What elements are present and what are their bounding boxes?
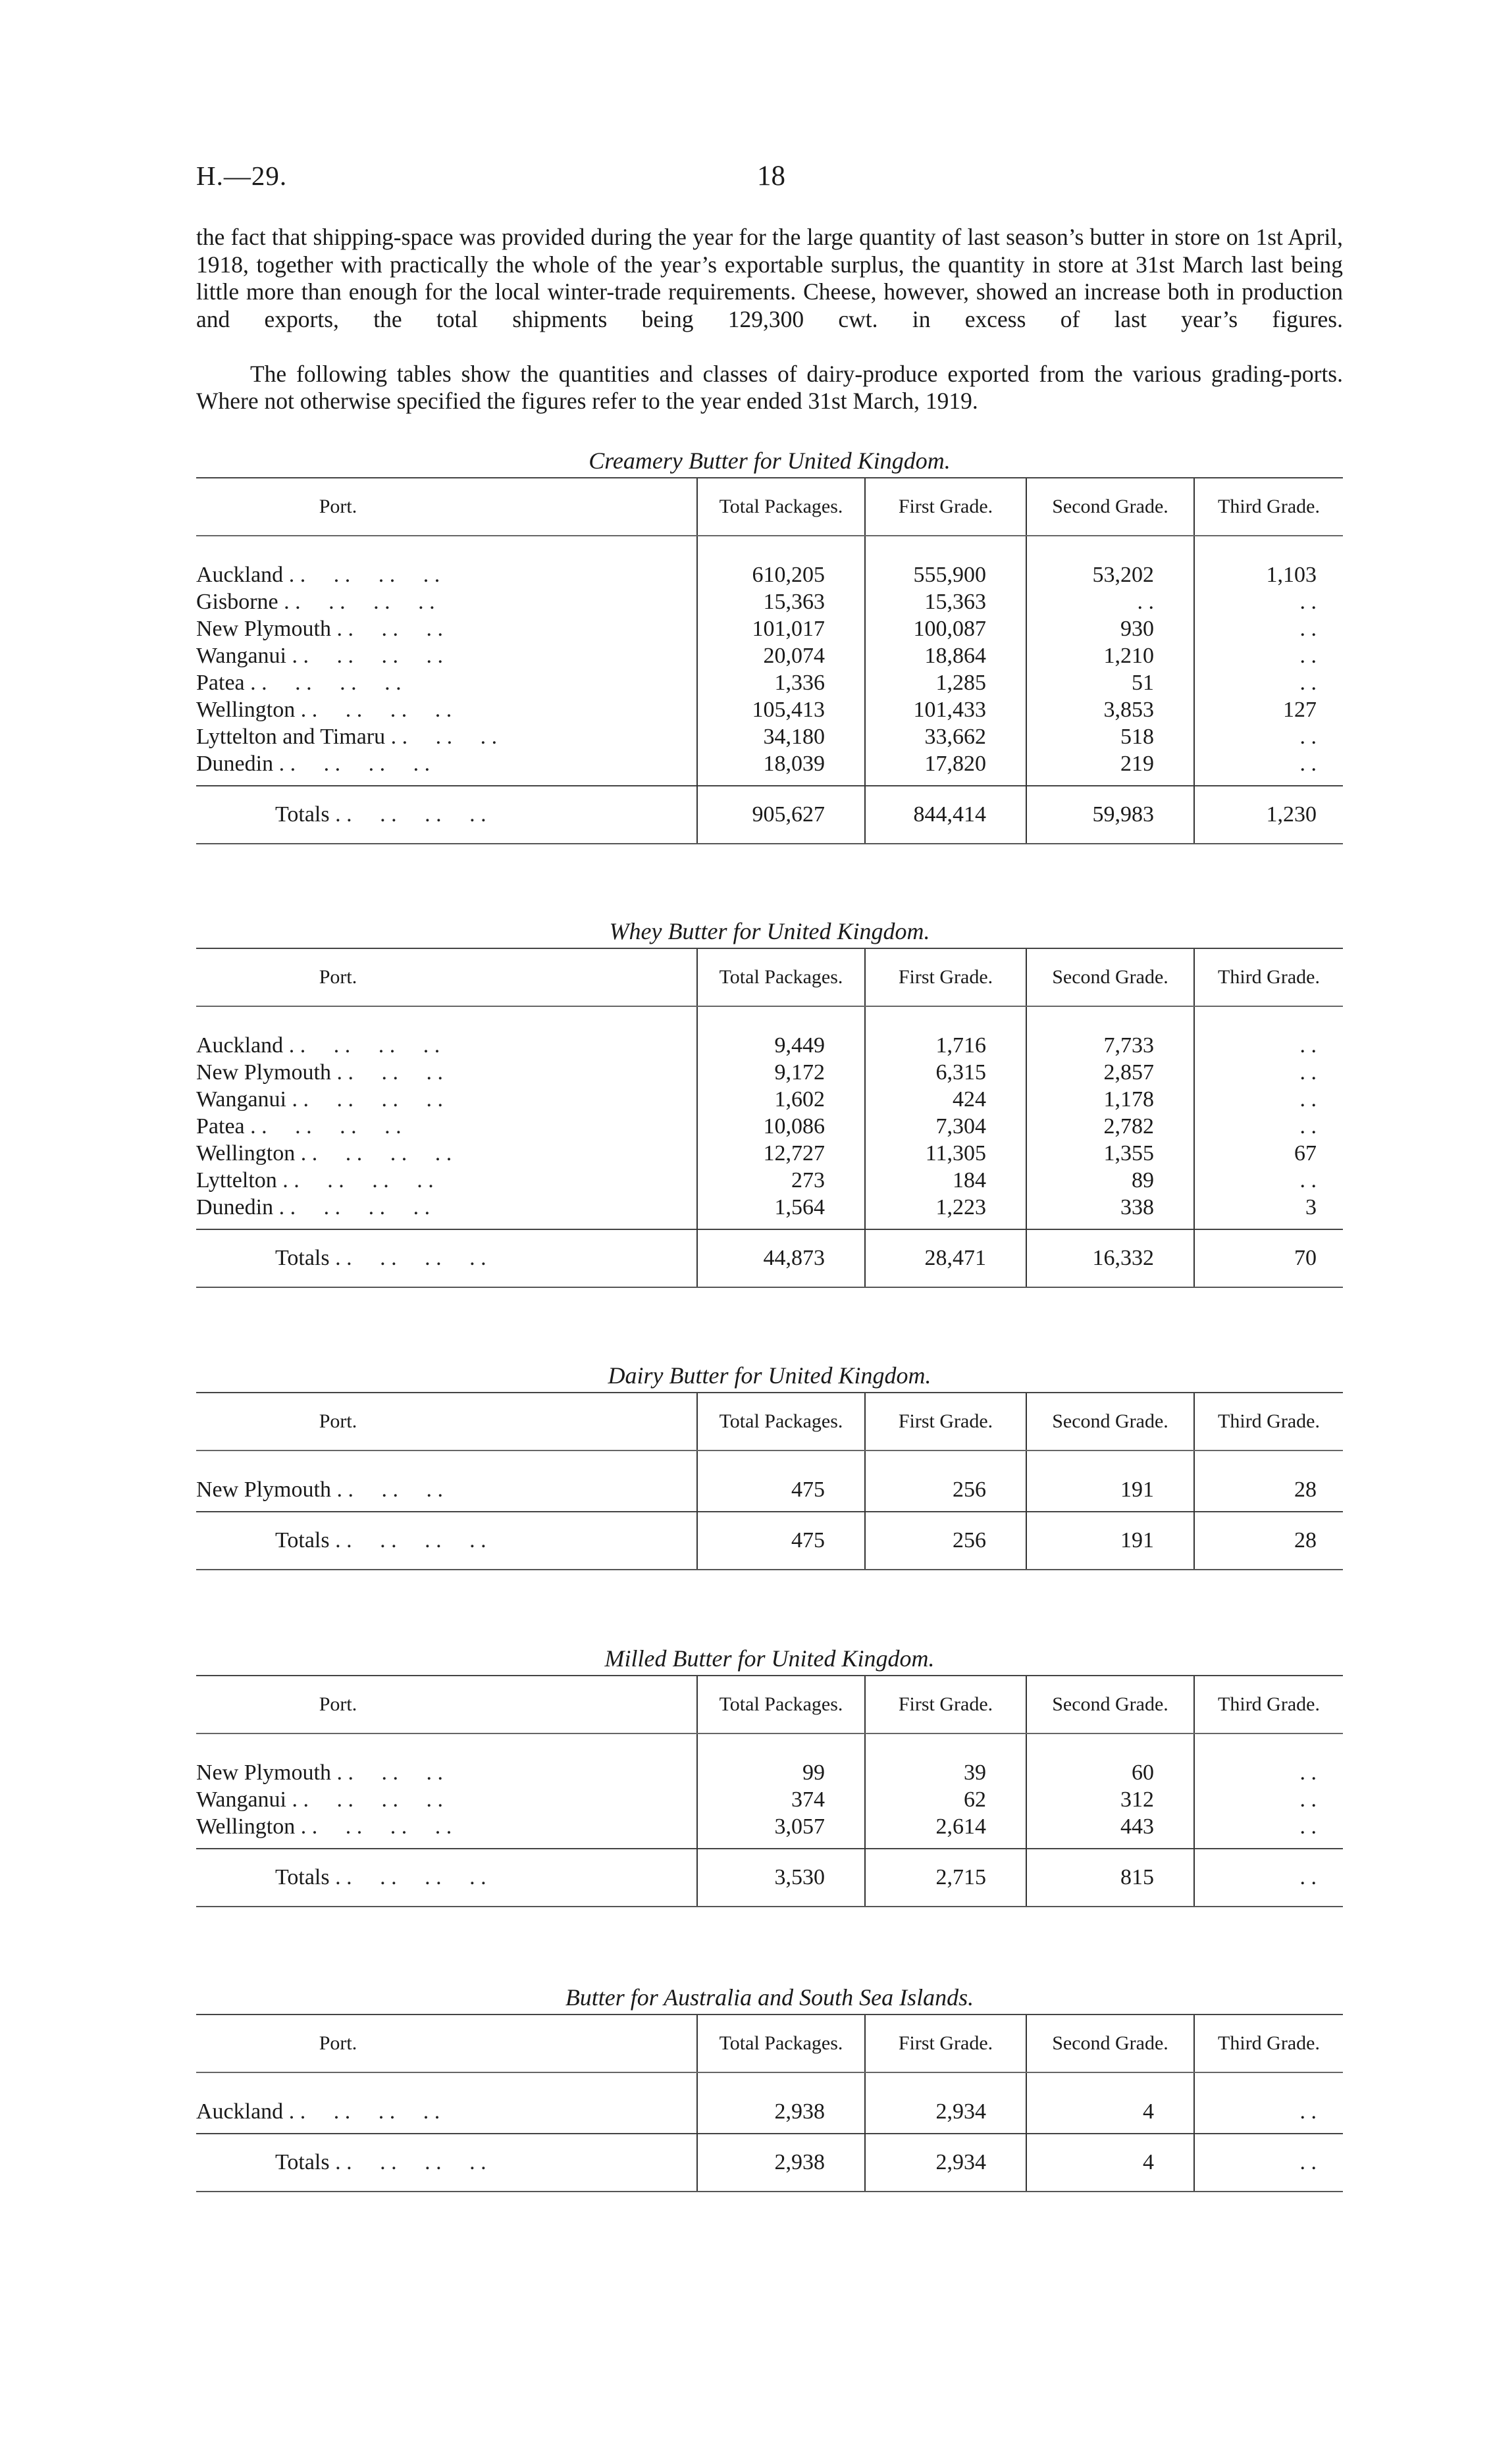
cell-second: 338 [1026,1194,1194,1229]
table-row [196,1194,1343,1229]
port-name: Wellington [196,1141,296,1166]
port-name: Gisborne [196,590,278,614]
totals-row [196,1849,1343,1907]
table-row [196,1059,1343,1086]
cell-first: 100,087 [865,615,1026,642]
table-title: Milled Butter for United Kingdom. [604,1645,935,1672]
intro-paragraph-2: The following tables show the quantities and classes of dairy-produce exported from the various grading-ports. Where not otherwise specified the figures refer to the year ended 31st March, 1919. [196,360,1343,414]
cell-third: . . [1194,1167,1343,1194]
column-header-third-grade: Third Grade. [1194,948,1343,1006]
page-header [196,160,1342,199]
document-code: H.—29. [196,161,288,191]
cell-total: 15,363 [697,588,865,615]
totals-label-cell [196,1512,697,1570]
cell-second: . . [1026,588,1194,615]
cell-total: 12,727 [697,1140,865,1167]
dot-leader: . . . . . . . . [335,1528,486,1553]
column-header-second-grade: Second Grade. [1026,1393,1194,1450]
cell-total: 9,172 [697,1059,865,1086]
cell-first: 424 [865,1086,1026,1113]
table-row [196,750,1343,786]
totals-label-cell [196,786,697,844]
cell-second: 4 [1026,2072,1194,2134]
cell-third: . . [1194,1786,1343,1813]
table-block-dairy-butter [196,1359,1343,1570]
port-cell [196,696,697,723]
port-name: New Plymouth [196,1760,331,1785]
dot-leader: . . . . . . . . [250,1114,402,1139]
column-header-third-grade: Third Grade. [1194,2015,1343,2072]
column-header-third-grade: Third Grade. [1194,1393,1343,1450]
cell-third: . . [1194,1813,1343,1849]
cell-second: 312 [1026,1786,1194,1813]
table-block-milled-butter [196,1642,1343,1907]
cell-total: 475 [697,1450,865,1512]
cell-total: 905,627 [697,786,865,844]
totals-label-cell [196,2134,697,2192]
cell-first: 2,715 [865,1849,1026,1907]
dot-leader: . . . . . . [336,1760,443,1785]
cell-third: . . [1194,615,1343,642]
cell-total: 105,413 [697,696,865,723]
table-row [196,1813,1343,1849]
cell-first: 256 [865,1450,1026,1512]
cell-second: 1,355 [1026,1140,1194,1167]
cell-first: 844,414 [865,786,1026,844]
cell-first: 6,315 [865,1059,1026,1086]
dot-leader: . . . . . . . . [335,1246,486,1270]
dot-leader: . . . . . . . . [300,1141,452,1166]
dot-leader: . . . . . . [336,1477,443,1502]
table-row [196,642,1343,669]
cell-third: . . [1194,2072,1343,2134]
table-row [196,1733,1343,1786]
cell-first: 184 [865,1167,1026,1194]
cell-third: 70 [1194,1229,1343,1287]
table-row [196,1086,1343,1113]
cell-total: 1,564 [697,1194,865,1229]
cell-second: 7,733 [1026,1006,1194,1059]
cell-total: 1,602 [697,1086,865,1113]
cell-third: 67 [1194,1140,1343,1167]
cell-first: 555,900 [865,536,1026,588]
cell-second: 219 [1026,750,1194,786]
port-name: Wanganui [196,1787,286,1812]
totals-label-cell [196,1229,697,1287]
intro-paragraph-1: the fact that shipping-space was provided during the year for the large quantity of last season’s butter in store on 1st April, 1918, together with practically the whole of the year’s exportable surplus, the quantity in store at 31st March last being little more than enough for the local winter-trade requirements. Cheese, however, showed an increase both in production and exports, the total shipments being 129,300 cwt. in excess of last year’s figures. [196,224,1343,332]
cell-first: 1,223 [865,1194,1026,1229]
port-name: Lyttelton and Timaru [196,725,386,749]
table-row [196,615,1343,642]
dot-leader: . . . . . . . . [335,1865,486,1889]
port-name: Wanganui [196,644,286,668]
port-cell [196,1113,697,1140]
cell-total: 2,938 [697,2072,865,2134]
cell-third: . . [1194,1113,1343,1140]
column-header-total-packages: Total Packages. [697,1393,865,1450]
port-name: New Plymouth [196,617,331,641]
cell-second: 191 [1026,1512,1194,1570]
column-header-first-grade: First Grade. [865,948,1026,1006]
cell-third: . . [1194,1086,1343,1113]
totals-row [196,786,1343,844]
table-title: Butter for Australia and South Sea Islands. [565,1984,974,2011]
cell-second: 2,857 [1026,1059,1194,1086]
column-header-second-grade: Second Grade. [1026,2015,1194,2072]
cell-second: 191 [1026,1450,1194,1512]
port-cell [196,723,697,750]
totals-row [196,1229,1343,1287]
port-name: Wellington [196,698,296,722]
column-header-first-grade: First Grade. [865,2015,1026,2072]
port-cell [196,588,697,615]
port-cell [196,1167,697,1194]
cell-total: 3,057 [697,1813,865,1849]
cell-total: 44,873 [697,1229,865,1287]
port-cell [196,642,697,669]
cell-third: . . [1194,588,1343,615]
cell-total: 3,530 [697,1849,865,1907]
column-header-third-grade: Third Grade. [1194,1676,1343,1733]
data-table [196,1392,1343,1570]
cell-third: 28 [1194,1512,1343,1570]
cell-third: . . [1194,1849,1343,1907]
column-header-first-grade: First Grade. [865,478,1026,536]
column-header-total-packages: Total Packages. [697,2015,865,2072]
table-row [196,1167,1343,1194]
dot-leader: . . . . . . [336,1060,443,1085]
table-block-creamery-butter [196,444,1343,844]
cell-total: 475 [697,1512,865,1570]
port-cell [196,536,697,588]
cell-first: 11,305 [865,1140,1026,1167]
cell-third: 1,230 [1194,786,1343,844]
cell-second: 1,210 [1026,642,1194,669]
table-row [196,1450,1343,1512]
dot-leader: . . . . . . . . [292,1787,443,1812]
column-header-second-grade: Second Grade. [1026,948,1194,1006]
dot-leader: . . . . . . . . [335,802,486,827]
port-name: New Plymouth [196,1060,331,1085]
table-row [196,669,1343,696]
port-name: New Plymouth [196,1477,331,1502]
dot-leader: . . . . . . . . [288,2099,440,2124]
totals-label: Totals [275,802,330,827]
table-row [196,1006,1343,1059]
cell-third: 1,103 [1194,536,1343,588]
column-header-port: Port. [196,2015,697,2072]
cell-first: 2,934 [865,2072,1026,2134]
cell-second: 518 [1026,723,1194,750]
cell-third: . . [1194,1059,1343,1086]
intro-text [196,224,1343,415]
cell-total: 10,086 [697,1113,865,1140]
dot-leader: . . . . . . . . [284,590,435,614]
port-cell [196,1733,697,1786]
cell-third: 28 [1194,1450,1343,1512]
column-header-port: Port. [196,1393,697,1450]
dot-leader: . . . . . . . . [278,752,431,776]
dot-leader: . . . . . . . . [300,698,452,722]
cell-first: 256 [865,1512,1026,1570]
cell-total: 18,039 [697,750,865,786]
cell-third: . . [1194,642,1343,669]
dot-leader: . . . . . . . . [300,1814,452,1839]
cell-third: . . [1194,1733,1343,1786]
port-name: Auckland [196,1033,284,1058]
data-table [196,1675,1343,1907]
cell-total: 374 [697,1786,865,1813]
table-row [196,696,1343,723]
cell-total: 101,017 [697,615,865,642]
data-table [196,948,1343,1288]
cell-first: 1,285 [865,669,1026,696]
cell-second: 51 [1026,669,1194,696]
port-name: Dunedin [196,752,274,776]
column-header-first-grade: First Grade. [865,1676,1026,1733]
cell-total: 20,074 [697,642,865,669]
port-cell [196,1450,697,1512]
table-row [196,1140,1343,1167]
cell-total: 9,449 [697,1006,865,1059]
table-title: Whey Butter for United Kingdom. [609,918,930,944]
cell-first: 17,820 [865,750,1026,786]
cell-first: 101,433 [865,696,1026,723]
table-block-butter [196,1981,1343,2192]
cell-third: . . [1194,723,1343,750]
dot-leader: . . . . . . . . [292,644,443,668]
column-header-port: Port. [196,948,697,1006]
column-header-first-grade: First Grade. [865,1393,1026,1450]
totals-label: Totals [275,1865,330,1889]
cell-total: 273 [697,1167,865,1194]
dot-leader: . . . . . . . . [250,671,402,695]
table-title: Dairy Butter for United Kingdom. [608,1362,931,1389]
port-cell [196,1813,697,1849]
cell-second: 60 [1026,1733,1194,1786]
column-header-third-grade: Third Grade. [1194,478,1343,536]
port-cell [196,1059,697,1086]
column-header-total-packages: Total Packages. [697,948,865,1006]
cell-total: 2,938 [697,2134,865,2192]
port-name: Patea [196,671,245,695]
cell-first: 15,363 [865,588,1026,615]
port-name: Wellington [196,1814,296,1839]
cell-first: 39 [865,1733,1026,1786]
table-row [196,1113,1343,1140]
table-row [196,536,1343,588]
cell-total: 34,180 [697,723,865,750]
table-title: Creamery Butter for United Kingdom. [589,448,951,474]
dot-leader: . . . . . . . . [288,1033,440,1058]
port-name: Lyttelton [196,1168,277,1193]
port-name: Patea [196,1114,245,1139]
data-table [196,2014,1343,2192]
port-cell [196,1086,697,1113]
port-cell [196,615,697,642]
column-header-port: Port. [196,478,697,536]
port-name: Auckland [196,563,284,587]
totals-row [196,1512,1343,1570]
dot-leader: . . . . . . . . [288,563,440,587]
page-number: 18 [757,161,785,192]
cell-first: 28,471 [865,1229,1026,1287]
port-name: Wanganui [196,1087,286,1112]
dot-leader: . . . . . . . . [278,1195,431,1219]
table-block-whey-butter [196,915,1343,1288]
port-cell [196,1006,697,1059]
cell-second: 815 [1026,1849,1194,1907]
dot-leader: . . . . . . [336,617,443,641]
cell-third: . . [1194,1006,1343,1059]
port-cell [196,669,697,696]
cell-first: 62 [865,1786,1026,1813]
cell-second: 16,332 [1026,1229,1194,1287]
port-cell [196,1194,697,1229]
port-cell [196,1786,697,1813]
cell-total: 610,205 [697,536,865,588]
column-header-total-packages: Total Packages. [697,478,865,536]
cell-total: 1,336 [697,669,865,696]
cell-first: 1,716 [865,1006,1026,1059]
cell-total: 99 [697,1733,865,1786]
cell-third: . . [1194,2134,1343,2192]
cell-first: 2,614 [865,1813,1026,1849]
dot-leader: . . . . . . [390,725,498,749]
table-row [196,1786,1343,1813]
port-name: Auckland [196,2099,284,2124]
totals-label: Totals [275,2150,330,2174]
port-name: Dunedin [196,1195,274,1219]
dot-leader: . . . . . . . . [292,1087,443,1112]
cell-first: 2,934 [865,2134,1026,2192]
cell-second: 443 [1026,1813,1194,1849]
table-row [196,588,1343,615]
cell-second: 3,853 [1026,696,1194,723]
port-cell [196,1140,697,1167]
cell-second: 930 [1026,615,1194,642]
column-header-second-grade: Second Grade. [1026,478,1194,536]
totals-label: Totals [275,1528,330,1553]
totals-label: Totals [275,1246,330,1270]
cell-third: . . [1194,669,1343,696]
column-header-second-grade: Second Grade. [1026,1676,1194,1733]
totals-row [196,2134,1343,2192]
cell-second: 89 [1026,1167,1194,1194]
cell-second: 4 [1026,2134,1194,2192]
cell-first: 18,864 [865,642,1026,669]
totals-label-cell [196,1849,697,1907]
column-header-total-packages: Total Packages. [697,1676,865,1733]
port-cell [196,2072,697,2134]
cell-third: 127 [1194,696,1343,723]
dot-leader: . . . . . . . . [335,2150,486,2174]
cell-first: 33,662 [865,723,1026,750]
column-header-port: Port. [196,1676,697,1733]
data-table [196,477,1343,844]
port-cell [196,750,697,786]
table-row [196,723,1343,750]
cell-second: 2,782 [1026,1113,1194,1140]
cell-third: . . [1194,750,1343,786]
cell-second: 59,983 [1026,786,1194,844]
cell-second: 1,178 [1026,1086,1194,1113]
cell-second: 53,202 [1026,536,1194,588]
dot-leader: . . . . . . . . [282,1168,434,1193]
cell-third: 3 [1194,1194,1343,1229]
cell-first: 7,304 [865,1113,1026,1140]
table-row [196,2072,1343,2134]
